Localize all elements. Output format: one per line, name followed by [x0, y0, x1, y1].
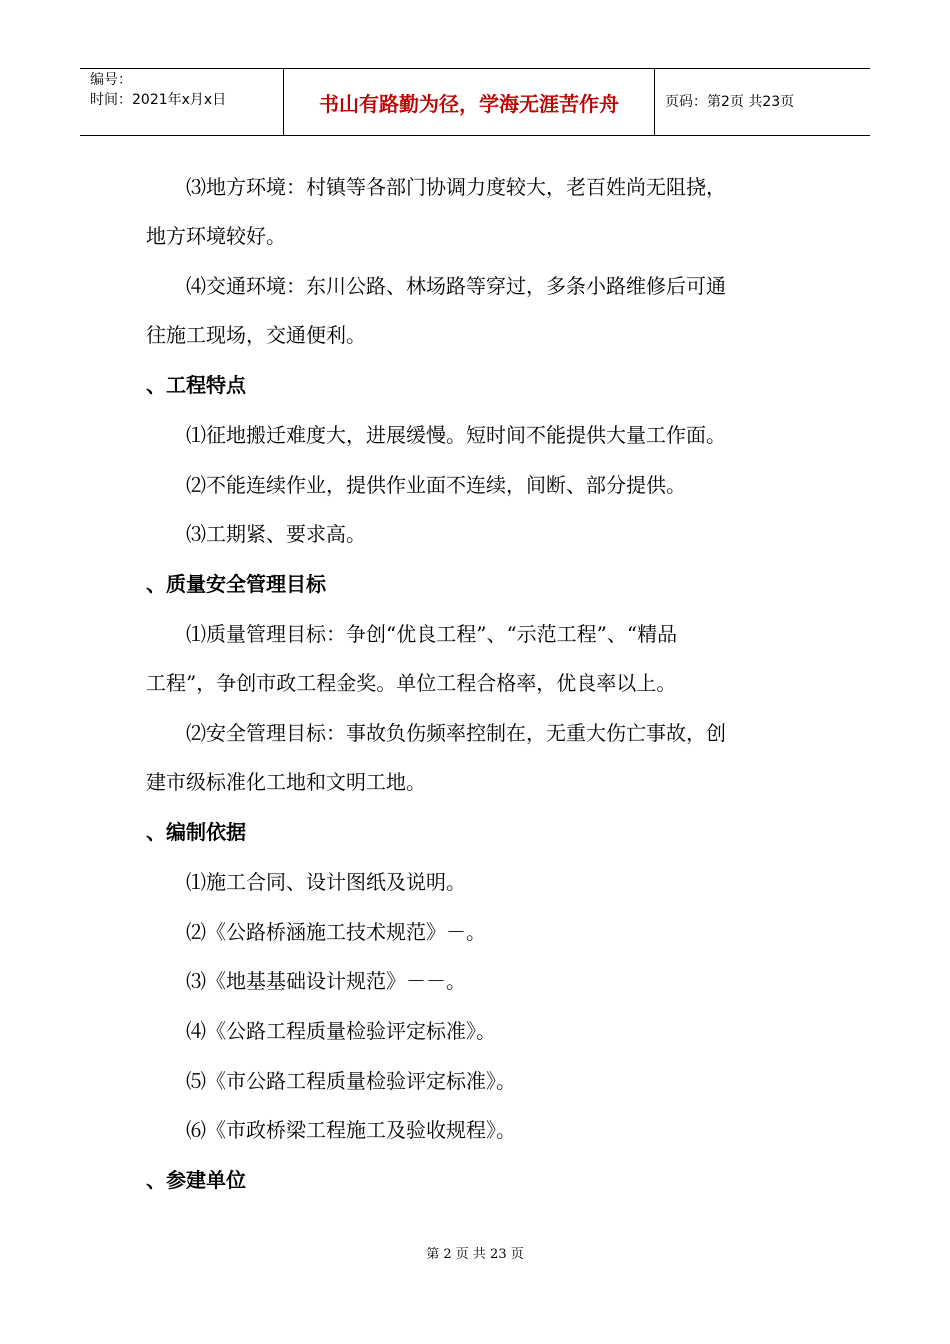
paragraph-line: 往施工现场，交通便利。	[146, 323, 366, 347]
paragraph-line: ⑵安全管理目标：事故负伤频率控制在，无重大伤亡事故，创	[186, 721, 726, 745]
document-code: 编号：	[90, 72, 132, 88]
header-page-number: 页码：第2页 共23页	[665, 94, 795, 110]
paragraph-line: ⑴施工合同、设计图纸及说明。	[186, 870, 466, 894]
header-page-cell	[655, 69, 870, 135]
paragraph-line: ⑹《市政桥梁工程施工及验收规程》。	[186, 1118, 516, 1142]
section-heading: 、参建单位	[146, 1168, 246, 1192]
paragraph-line: 工程”，争创市政工程金奖。单位工程合格率，优良率以上。	[146, 671, 677, 695]
paragraph-line: ⑵不能连续作业，提供作业面不连续，间断、部分提供。	[186, 473, 686, 497]
paragraph-line: 建市级标准化工地和文明工地。	[146, 770, 426, 794]
page-header	[80, 68, 870, 136]
section-heading: 、质量安全管理目标	[146, 572, 326, 596]
section-heading: 、工程特点	[146, 373, 246, 397]
paragraph-line: ⑸《市公路工程质量检验评定标准》。	[186, 1069, 516, 1093]
paragraph-line: ⑴征地搬迁难度大，进展缓慢。短时间不能提供大量工作面。	[186, 423, 726, 447]
header-meta-cell	[80, 69, 283, 135]
paragraph-line: ⑶地方环境：村镇等各部门协调力度较大，老百姓尚无阻挠，	[186, 175, 726, 199]
paragraph-line: ⑶《地基基础设计规范》－－。	[186, 969, 466, 993]
paragraph-line: ⑴质量管理目标：争创“优良工程”、“示范工程”、“精品	[186, 622, 678, 646]
paragraph-line: 地方环境较好。	[146, 224, 286, 248]
header-motto: 书山有路勤为径，学海无涯苦作舟	[319, 92, 619, 116]
paragraph-line: ⑷《公路工程质量检验评定标准》。	[186, 1019, 496, 1043]
header-motto-cell	[283, 69, 655, 135]
paragraph-line: ⑷交通环境：东川公路、林场路等穿过，多条小路维修后可通	[186, 274, 726, 298]
section-heading: 、编制依据	[146, 820, 246, 844]
document-date: 时间：2021年x月x日	[90, 92, 227, 108]
page-footer: 第 2 页 共 23 页	[426, 1247, 524, 1262]
paragraph-line: ⑵《公路桥涵施工技术规范》－。	[186, 920, 486, 944]
paragraph-line: ⑶工期紧、要求高。	[186, 522, 366, 546]
